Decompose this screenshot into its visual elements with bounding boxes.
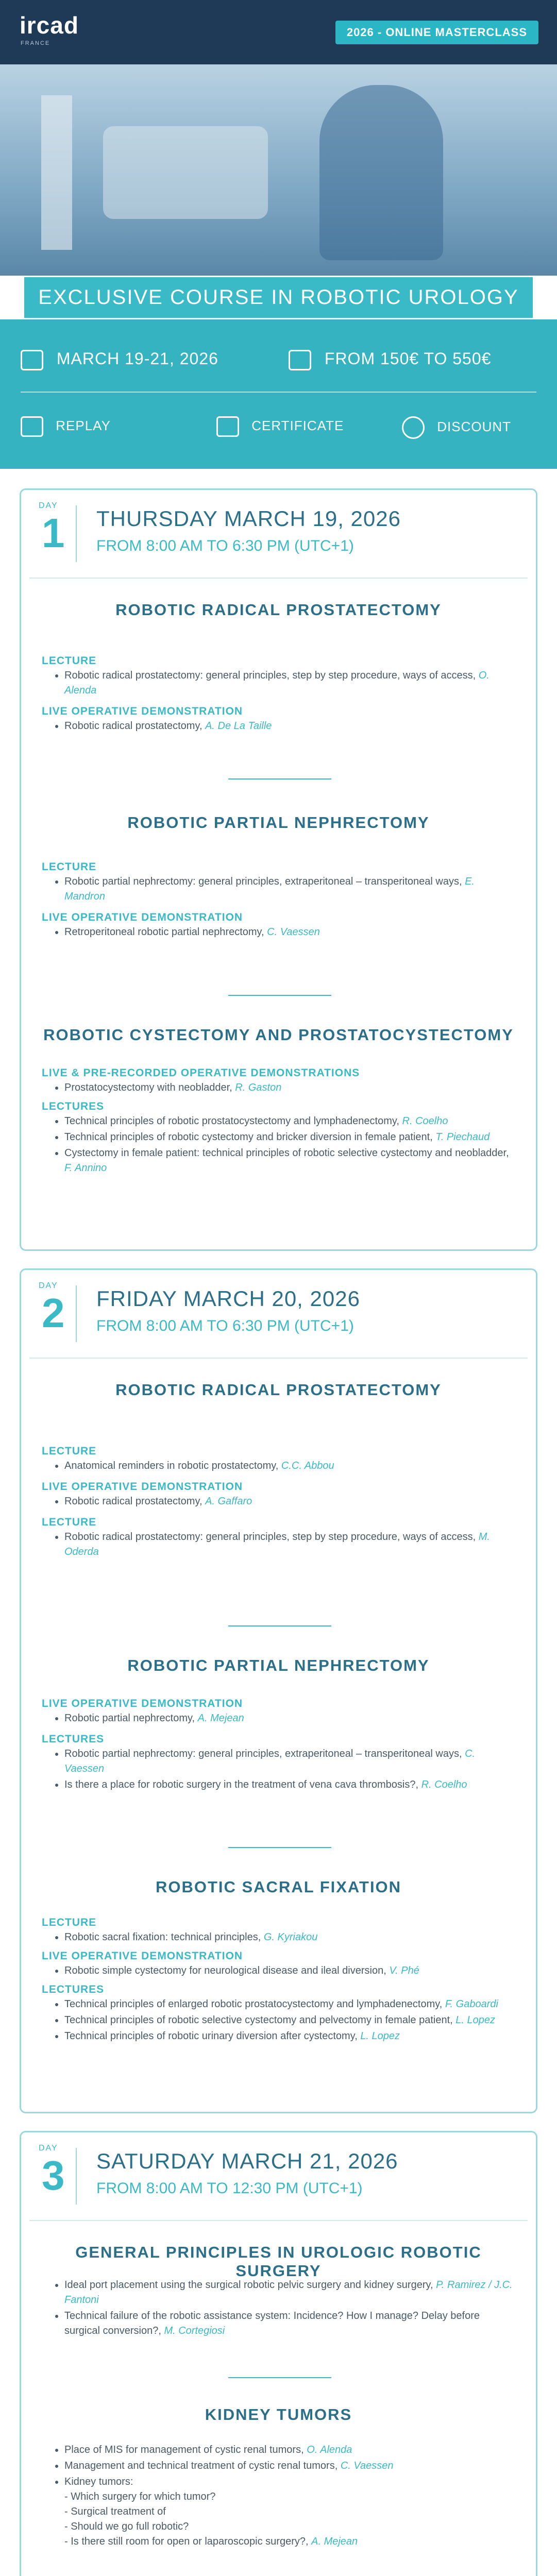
list-item: • Management and technical treatment of cystic renal tumors, C. Vaessen: [64, 2459, 515, 2473]
section-divider: [228, 2377, 331, 2378]
list-item: • Robotic partial nephrectomy, A. Mejean: [64, 1711, 515, 1726]
section-divider: [228, 1625, 331, 1626]
list-item: • Technical principles of robotic cystectomy and bricker diversion in female patient, T. Piechaud: [64, 1130, 515, 1145]
demo-label: LIVE OPERATIVE DEMONSTRATION: [42, 1698, 243, 1709]
day-header: [29, 490, 528, 579]
divider: [76, 2148, 77, 2205]
day-title: FRIDAY MARCH 20, 2026: [96, 1286, 360, 1311]
day-title: THURSDAY MARCH 19, 2026: [96, 506, 401, 531]
discount-icon: [402, 416, 425, 439]
list-item: • Kidney tumors: - Which surgery for which tumor? - Surgical treatment of - Should we go full robotic? - Is there still room for open or laparoscopic surgery?, A. Mejean: [64, 2475, 515, 2549]
certificate-text: CERTIFICATE: [251, 417, 344, 433]
lecture-label: LECTURE: [42, 1445, 97, 1457]
list-item: • Robotic partial nephrectomy: general principles, extraperitoneal – transperitoneal ways, C. Vaessen: [64, 1747, 515, 1776]
section-divider: [228, 778, 331, 779]
list-item: • Technical principles of robotic urinary diversion after cystectomy, L. Lopez: [64, 2029, 515, 2044]
list-item: • Technical failure of the robotic assistance system: Incidence? How I manage? Delay before surgical conversion?, M. Cortegiosi: [64, 2309, 515, 2338]
lecture-label: LECTURES: [42, 1984, 105, 1995]
day-number: 1: [42, 510, 65, 556]
logo-subtitle: FRANCE: [21, 40, 50, 46]
section-divider: [228, 995, 331, 996]
certificate-icon: [216, 416, 239, 437]
day-time: FROM 8:00 AM TO 6:30 PM (UTC+1): [96, 1317, 354, 1334]
list-item: • Robotic radical prostatectomy, A. De La Taille: [64, 719, 515, 734]
hero-shape: [319, 85, 443, 260]
lecture-label: LECTURE: [42, 655, 97, 667]
list-item: • Retroperitoneal robotic partial nephrectomy, C. Vaessen: [64, 925, 515, 940]
ticket-icon: [289, 350, 311, 370]
list-item: • Cystectomy in female patient: technical principles of robotic selective cystectomy and neobladder, F. Annino: [64, 1146, 515, 1176]
demo-label: LIVE OPERATIVE DEMONSTRATION: [42, 1481, 243, 1493]
demo-label: LIVE OPERATIVE DEMONSTRATION: [42, 705, 243, 717]
top-bar: [0, 0, 557, 64]
section-title: KIDNEY TUMORS: [205, 2405, 352, 2424]
discount-item: [402, 416, 511, 439]
demo-label: LIVE & PRE-RECORDED OPERATIVE DEMONSTRATIONS: [42, 1067, 360, 1079]
divider: [76, 1285, 77, 1342]
hero-image: [0, 64, 557, 276]
lecture-label: LECTURES: [42, 1733, 105, 1745]
list-item: • Technical principles of enlarged robotic prostatocystectomy and lymphadenectomy, F. Gaboardi: [64, 1997, 515, 2012]
section-title: ROBOTIC SACRAL FIXATION: [155, 1878, 402, 1896]
day-3-card: [20, 2131, 537, 2576]
hero-shape: [103, 126, 268, 219]
list-item: • Anatomical reminders in robotic prostatectomy, C.C. Abbou: [64, 1459, 515, 1473]
lecture-label: LECTURES: [42, 1100, 105, 1112]
day-title: SATURDAY MARCH 21, 2026: [96, 2149, 398, 2173]
day-time: FROM 8:00 AM TO 12:30 PM (UTC+1): [96, 2180, 363, 2197]
replay-text: REPLAY: [56, 417, 111, 433]
day-1-card: [20, 488, 537, 1251]
list-item: • Place of MIS for management of cystic renal tumors, O. Alenda: [64, 2443, 515, 2458]
price: [289, 349, 491, 370]
calendar-icon: [21, 350, 43, 370]
section-title: ROBOTIC RADICAL PROSTATECTOMY: [115, 1381, 442, 1399]
divider: [21, 392, 536, 393]
section-title: ROBOTIC PARTIAL NEPHRECTOMY: [127, 1656, 430, 1674]
day-label: DAY: [39, 501, 58, 510]
day-label: DAY: [39, 2144, 58, 2153]
list-item: • Technical principles of robotic prostatocystectomy and lymphadenectomy, R. Coelho: [64, 1114, 515, 1129]
price-text: FROM 150€ TO 550€: [324, 349, 492, 368]
discount-text: DISCOUNT: [437, 418, 512, 434]
day-header: [29, 2132, 528, 2221]
list-item: • Robotic sacral fixation: technical principles, G. Kyriakou: [64, 1930, 515, 1945]
demo-label: LIVE OPERATIVE DEMONSTRATION: [42, 1950, 243, 1962]
replay-item: [21, 416, 111, 437]
section-title: ROBOTIC RADICAL PROSTATECTOMY: [115, 601, 442, 619]
list-item: • Robotic radical prostatectomy: general principles, step by step procedure, ways of access, M. Oderda: [64, 1530, 515, 1560]
section-divider: [228, 1847, 331, 1848]
list-item: • Robotic radical prostatectomy: general principles, step by step procedure, ways of access, O. Alenda: [64, 668, 515, 698]
day-time: FROM 8:00 AM TO 6:30 PM (UTC+1): [96, 537, 354, 554]
masterclass-badge: 2026 - ONLINE MASTERCLASS: [335, 21, 538, 44]
ircad-logo[interactable]: ircad: [20, 12, 79, 39]
demo-label: LIVE OPERATIVE DEMONSTRATION: [42, 911, 243, 923]
hero-shape: [41, 95, 72, 250]
day-2-card: [20, 1268, 537, 2113]
replay-icon: [21, 416, 43, 437]
list-item: • Prostatocystectomy with neobladder, R. Gaston: [64, 1080, 515, 1095]
dates-text: MARCH 19-21, 2026: [56, 349, 218, 368]
list-item: • Ideal port placement using the surgical robotic pelvic surgery and kidney surgery, P. Ramirez / J.C. Fantoni: [64, 2278, 515, 2308]
list-item: • Technical principles of robotic selective cystectomy and pelvectomy in female patient, L. Lopez: [64, 2013, 515, 2028]
info-band: [0, 319, 557, 469]
lecture-label: LECTURE: [42, 1917, 97, 1928]
lecture-label: LECTURE: [42, 861, 97, 873]
lecture-label: LECTURE: [42, 1516, 97, 1528]
section-title: ROBOTIC PARTIAL NEPHRECTOMY: [127, 814, 430, 832]
section-title: ROBOTIC CYSTECTOMY AND PROSTATOCYSTECTOMY: [43, 1026, 514, 1044]
dates: [21, 349, 218, 370]
day-header: [29, 1270, 528, 1359]
day-label: DAY: [39, 1281, 58, 1290]
list-item: • Is there a place for robotic surgery in the treatment of vena cava thrombosis?, R. Coelho: [64, 1777, 515, 1792]
day-number: 3: [42, 2153, 65, 2198]
course-title: EXCLUSIVE COURSE IN ROBOTIC UROLOGY: [23, 276, 534, 319]
list-item: • Robotic simple cystectomy for neurological disease and ileal diversion, V. Phé: [64, 1963, 515, 1978]
day-number: 2: [42, 1290, 65, 1336]
list-item: • Robotic partial nephrectomy: general principles, extraperitoneal – transperitoneal ways, E. Mandron: [64, 874, 515, 904]
section-title: GENERAL PRINCIPLES IN UROLOGIC ROBOTIC SURGERY: [75, 2243, 482, 2280]
list-item: • Robotic radical prostatectomy, A. Gaffaro: [64, 1494, 515, 1509]
divider: [76, 505, 77, 562]
certificate-item: [216, 416, 344, 437]
